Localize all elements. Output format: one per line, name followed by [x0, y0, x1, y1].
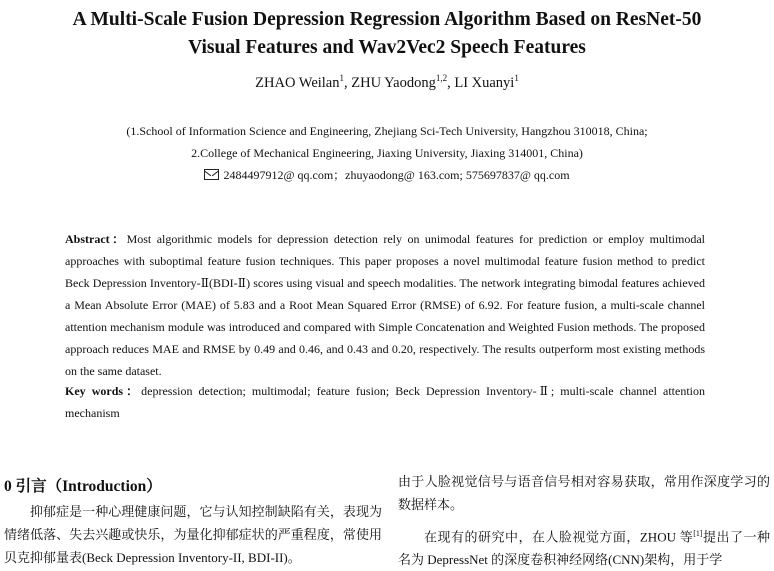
right-paragraph-2	[398, 522, 770, 571]
author-name: LI Xuanyi	[454, 74, 515, 91]
author-sep: ,	[344, 74, 352, 91]
left-paragraph: 抑郁症是一种心理健康问题，它与认知控制缺陷有关，表现为情绪低落、失去兴趣或快乐，为量化抑郁症状的严重程度，常使用贝克抑郁量表(Beck Depression Inventory-II, BDI-II)。	[4, 504, 382, 565]
affiliation-2: 2.College of Mechanical Engineering, Jiaxing University, Jiaxing 314001, China)	[191, 146, 583, 160]
abstract	[65, 228, 705, 382]
title-line-2: Visual Features and Wav2Vec2 Speech Features	[188, 37, 586, 58]
author-sep: ,	[447, 74, 455, 91]
right-paragraph-2-text: 在现有的研究中，在人脸视觉方面，ZHOU 等	[424, 529, 694, 545]
right-paragraph-1: 由于人脸视觉信号与语音信号相对容易获取，常用作深度学习的数据样本。	[398, 474, 770, 512]
keywords	[65, 380, 705, 424]
author-affil-mark: 1	[339, 73, 344, 83]
section-heading: 0 引言（Introduction）	[4, 478, 162, 495]
citation-ref: [1]	[693, 529, 703, 538]
email-line	[0, 164, 774, 186]
envelope-icon	[204, 169, 219, 180]
email-addresses: 2484497912@ qq.com；zhuyaodong@ 163.com; 575697837@ qq.com	[223, 168, 570, 182]
author-affil-mark: 1,2	[435, 73, 448, 83]
abstract-text: Most algorithmic models for depression detection rely on unimodal features for prediction or employ multimodal approaches with suboptimal feature fusion techniques. This paper proposes a novel multimodal feature fusion method to predict Beck Depression Inventory-Ⅱ(BDI-Ⅱ) scores using visual and speech modalities. The network integrating bimodal features achieved a Mean Absolute Error (MAE) of 5.83 and a Root Mean Squared Error (RMSE) of 6.92. For feature fusion, a multi-scale channel attention mechanism module was introduced and compared with Simple Concatenation and Weighted Fusion methods. The proposed approach reduces MAE and RMSE by 0.49 and 0.46, and 0.43 and 0.20, respectively. The results outperform most existing methods on the same dataset.	[65, 232, 706, 378]
abstract-label: Abstract：	[65, 232, 127, 246]
author-name: ZHU Yaodong	[351, 74, 436, 91]
affiliation-1: (1.School of Information Science and Engineering, Zhejiang Sci-Tech University, Hangzhou 310018, China;	[126, 124, 648, 138]
right-column	[398, 470, 770, 571]
author-affil-mark: 1	[514, 73, 519, 83]
author-name: ZHAO Weilan	[255, 74, 340, 91]
author-list	[0, 73, 774, 92]
paper-title	[0, 6, 774, 62]
keywords-label: Key words：	[65, 384, 142, 398]
affiliations	[0, 120, 774, 186]
keywords-text: depression detection; multimodal; feature fusion; Beck Depression Inventory-Ⅱ; multi-scale channel attention mechanism	[65, 384, 706, 420]
title-line-1: A Multi-Scale Fusion Depression Regression Algorithm Based on ResNet-50	[72, 9, 702, 30]
right-paragraph-2-cont: 提出了一种名为 DepressNet 的深度卷积神经网络(CNN)架构，用于学	[398, 529, 770, 568]
left-column	[4, 474, 382, 569]
